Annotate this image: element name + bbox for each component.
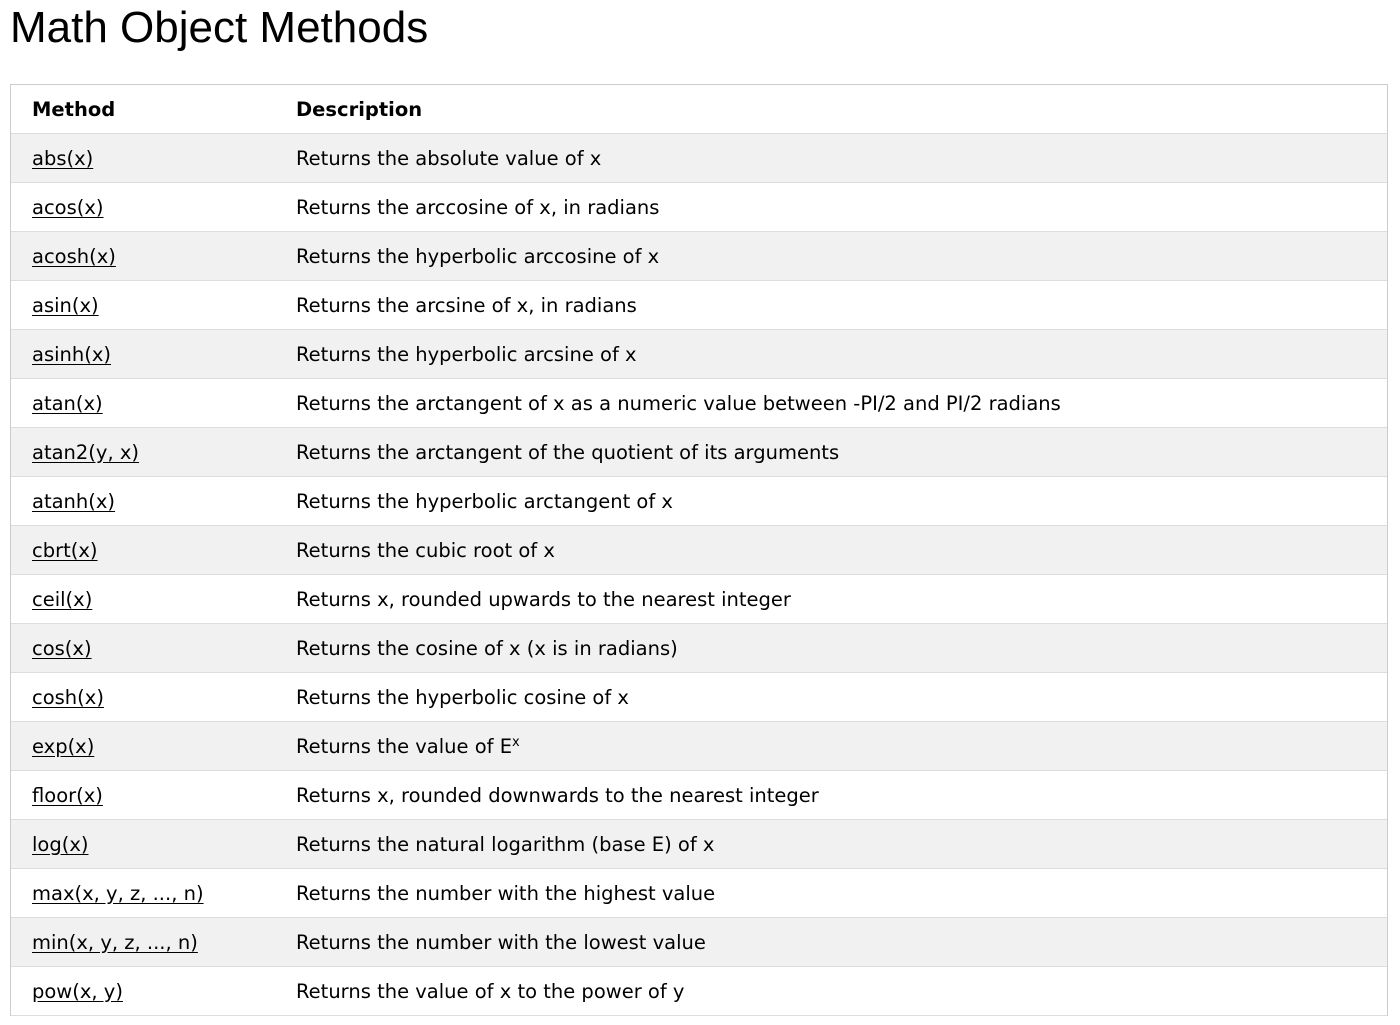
method-cell bbox=[11, 624, 275, 673]
table-row bbox=[11, 967, 1387, 1016]
method-link[interactable]: atan(x) bbox=[32, 391, 103, 415]
method-cell bbox=[11, 722, 275, 771]
method-link[interactable]: atanh(x) bbox=[32, 489, 116, 513]
description-cell bbox=[275, 722, 1387, 771]
table-row bbox=[11, 575, 1387, 624]
method-cell bbox=[11, 918, 275, 967]
description-column-header: Description bbox=[275, 85, 1387, 134]
table-row bbox=[11, 428, 1387, 477]
table-row bbox=[11, 918, 1387, 967]
description-text: Returns the value of E bbox=[296, 734, 513, 758]
method-cell bbox=[11, 281, 275, 330]
method-cell bbox=[11, 232, 275, 281]
description-cell: Returns the number with the lowest value bbox=[275, 918, 1387, 967]
table-row bbox=[11, 379, 1387, 428]
description-cell: Returns the cosine of x (x is in radians) bbox=[275, 624, 1387, 673]
method-link[interactable]: atan2(y, x) bbox=[32, 440, 140, 464]
methods-table-body bbox=[11, 134, 1387, 1016]
method-link[interactable]: asin(x) bbox=[32, 293, 99, 317]
description-cell: Returns x, rounded upwards to the nearest integer bbox=[275, 575, 1387, 624]
description-cell: Returns the cubic root of x bbox=[275, 526, 1387, 575]
description-cell: Returns the hyperbolic arctangent of x bbox=[275, 477, 1387, 526]
method-link[interactable]: asinh(x) bbox=[32, 342, 111, 366]
method-cell bbox=[11, 771, 275, 820]
description-cell: Returns the hyperbolic arcsine of x bbox=[275, 330, 1387, 379]
table-row bbox=[11, 477, 1387, 526]
method-link[interactable]: cbrt(x) bbox=[32, 538, 98, 562]
table-row bbox=[11, 820, 1387, 869]
method-link[interactable]: cosh(x) bbox=[32, 685, 104, 709]
superscript-exponent: x bbox=[512, 734, 520, 750]
description-cell: Returns x, rounded downwards to the nearest integer bbox=[275, 771, 1387, 820]
description-cell: Returns the hyperbolic arccosine of x bbox=[275, 232, 1387, 281]
method-cell bbox=[11, 967, 275, 1016]
table-row bbox=[11, 771, 1387, 820]
method-cell bbox=[11, 820, 275, 869]
table-row bbox=[11, 330, 1387, 379]
method-cell bbox=[11, 526, 275, 575]
methods-table bbox=[11, 85, 1387, 1016]
table-row bbox=[11, 281, 1387, 330]
method-link[interactable]: ceil(x) bbox=[32, 587, 93, 611]
description-cell: Returns the hyperbolic cosine of x bbox=[275, 673, 1387, 722]
method-link[interactable]: log(x) bbox=[32, 832, 89, 856]
table-row bbox=[11, 624, 1387, 673]
method-cell bbox=[11, 428, 275, 477]
page-title: Math Object Methods bbox=[10, 3, 429, 52]
method-cell bbox=[11, 477, 275, 526]
method-link[interactable]: abs(x) bbox=[32, 146, 94, 170]
table-row bbox=[11, 134, 1387, 183]
table-row bbox=[11, 722, 1387, 771]
method-cell bbox=[11, 575, 275, 624]
method-cell bbox=[11, 379, 275, 428]
table-header-row bbox=[11, 85, 1387, 134]
methods-table-container bbox=[10, 84, 1388, 1016]
table-row bbox=[11, 869, 1387, 918]
method-link[interactable]: exp(x) bbox=[32, 734, 95, 758]
method-column-header: Method bbox=[11, 85, 275, 134]
description-cell: Returns the arccosine of x, in radians bbox=[275, 183, 1387, 232]
table-row bbox=[11, 232, 1387, 281]
method-cell bbox=[11, 134, 275, 183]
method-cell bbox=[11, 673, 275, 722]
table-row bbox=[11, 183, 1387, 232]
description-cell: Returns the value of x to the power of y bbox=[275, 967, 1387, 1016]
table-row bbox=[11, 526, 1387, 575]
method-link[interactable]: pow(x, y) bbox=[32, 979, 123, 1003]
method-link[interactable]: acos(x) bbox=[32, 195, 104, 219]
description-cell: Returns the arctangent of x as a numeric value between -PI/2 and PI/2 radians bbox=[275, 379, 1387, 428]
table-row bbox=[11, 673, 1387, 722]
method-link[interactable]: floor(x) bbox=[32, 783, 103, 807]
method-link[interactable]: acosh(x) bbox=[32, 244, 116, 268]
description-cell: Returns the number with the highest value bbox=[275, 869, 1387, 918]
description-cell: Returns the absolute value of x bbox=[275, 134, 1387, 183]
description-cell: Returns the arcsine of x, in radians bbox=[275, 281, 1387, 330]
method-link[interactable]: cos(x) bbox=[32, 636, 92, 660]
method-link[interactable]: min(x, y, z, ..., n) bbox=[32, 930, 198, 954]
method-cell bbox=[11, 869, 275, 918]
method-cell bbox=[11, 183, 275, 232]
method-link[interactable]: max(x, y, z, ..., n) bbox=[32, 881, 204, 905]
method-cell bbox=[11, 330, 275, 379]
description-cell: Returns the arctangent of the quotient of its arguments bbox=[275, 428, 1387, 477]
description-cell: Returns the natural logarithm (base E) of x bbox=[275, 820, 1387, 869]
